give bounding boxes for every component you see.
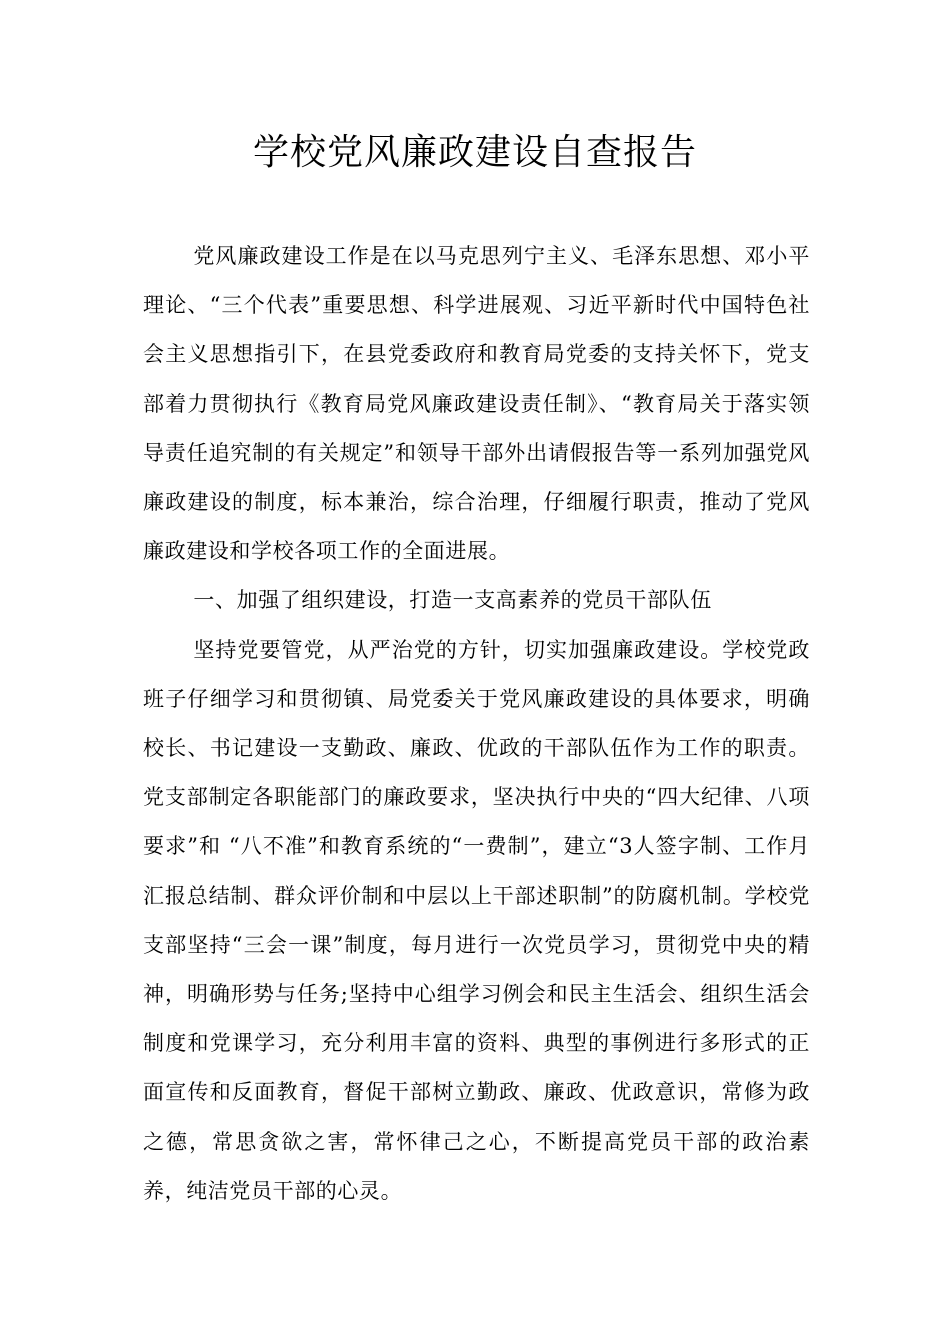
- intro-paragraph: 党风廉政建设工作是在以马克思列宁主义、毛泽东思想、邓小平理论、“三个代表”重要思想、科学进展观、习近平新时代中国特色社会主义思想指引下，在县党委政府和教育局党委的支持关怀下，党支部着力贯彻执行《教育局党风廉政建设责任制》、“教育局关于落实领导责任追究制的有关规定”和领导干部外出请假报告等一系列加强党风廉政建设的制度，标本兼治，综合治理，仔细履行职责，推动了党风廉政建设和学校各项工作的全面进展。: [143, 244, 810, 564]
- section-1-paragraph: 坚持党要管党，从严治党的方针，切实加强廉政建设。学校党政班子仔细学习和贯彻镇、局党委关于党风廉政建设的具体要求，明确校长、书记建设一支勤政、廉政、优政的干部队伍作为工作的职责。党支部制定各职能部门的廉政要求，坚决执行中央的“四大纪律、八项要求”和 “八不准”和教育系统的“一费制”，建立“3人签字制、工作月汇报总结制、群众评价制和中层以上干部述职制”的防腐机制。学校党支部坚持“三会一课”制度，每月进行一次党员学习，贯彻党中央的精神，明确形势与任务;坚持中心组学习例会和民主生活会、组织生活会制度和党课学习，充分利用丰富的资料、典型的事例进行多形式的正面宣传和反面教育，督促干部树立勤政、廉政、优政意识，常修为政之德，常思贪欲之害，常怀律己之心，不断提高党员干部的政治素养，纯洁党员干部的心灵。: [143, 637, 810, 1203]
- section-heading-1: 一、加强了组织建设，打造一支高素养的党员干部队伍: [193, 588, 712, 613]
- document-title: 学校党风廉政建设自查报告: [252, 132, 697, 173]
- document-body: [143, 232, 810, 1216]
